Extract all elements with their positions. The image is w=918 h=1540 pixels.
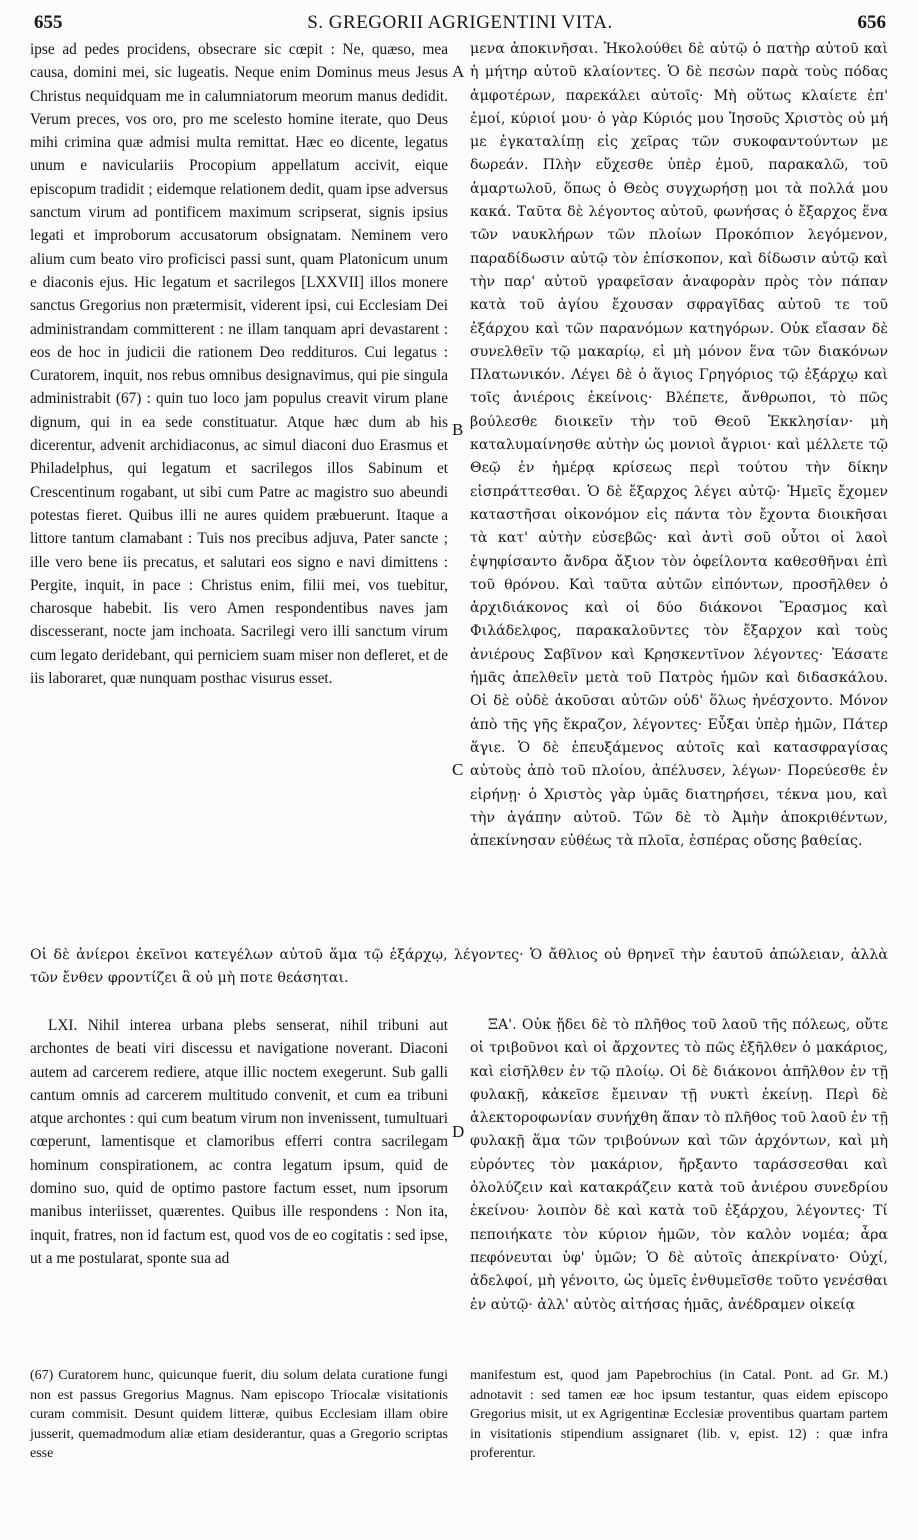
footnote-67-continued: manifestum est, quod jam Papebrochius (in Catal. Pont. ad Gr. M.) adnotavit : sed tamen eæ hoc ipsum testantur, quas eidem episcopo Gregorius misit, ut ex Agrigentinæ Ecclesiæ proventibus quartam partem in visitationis stipendium assignaret (lib. v, epist. 12) : quæ infra proferentur. [470,1368,888,1462]
page-number-left: 655 [34,12,63,33]
section-marker-b: B [452,420,464,439]
greek-column-upper [470,38,888,938]
latin-paragraph-lxi: LXI. Nihil interea urbana plebs senserat, nihil tribuni aut archontes de beati viri discessu et navigatione noverant. Diaconi autem ad carcerem rediere, atque illic noctem exegerunt. Sub galli cantum omnis ad carcerem multitudo convenit, et cum ea tribuni atque archontes : qui cum beatum virum non invenissent, tumultuari cœperunt, lamentisque et clamoribus efferri contra sacrilegam hominum conspirationem, ac contra legatum ipsum, quid de domino suo, quid de optimo pastore factum esset, num ipsorum manibus interiisset, quærentes. Quibus ille respondens : Non ita, inquit, fratres, non id factum est, quod vos de eo cogitatis : sed ipse, ut a me postularat, sponte sua ad [30,1017,448,1267]
footnote-67: (67) Curatorem hunc, quicunque fuerit, diu solum delata curatione fungi non est passus Gregorius Magnus. Nam episcopo Triocalæ visitationis curam commisit. Desunt quidem litteræ, quibus Ecclesiam illam obire jusserit, quemadmodum aliæ etiam desiderantur, quas a Gregorio scriptas esse [30,1368,448,1462]
greek-spanning-line: Οἱ δὲ ἀνίεροι ἐκεῖνοι κατεγέλων αὐτοῦ ἅμα τῷ ἐξάρχῳ, λέγοντες· Ὁ ἄθλιος οὐ θρηνεῖ τὴν ἑαυτοῦ ἀπώλειαν, ἀλλὰ τῶν ἔνθεν φροντίζει ἃ οὐ μὴ ποτε θεάσηται. [30,947,888,987]
greek-paragraph-xa: ΞΑ'. Οὐκ ᾔδει δὲ τὸ πλῆθος τοῦ λαοῦ τῆς πόλεως, οὔτε οἱ τριβοῦνοι καὶ οἱ ἄρχοντες τὸ πῶς ἐξῆλθεν ὁ μακάριος, καὶ εἰσῆλθεν ἐν τῷ πλοίῳ. Οἱ δὲ διάκονοι ἀπῆλθον ἐν τῇ φυλακῇ, κἀκεῖσε ἔμειναν τῇ νυκτὶ ἐκείνῃ. Περὶ δὲ ἀλεκτοροφωνίαν συνήχθη ἅπαν τὸ πλῆθος τοῦ λαοῦ ἐν τῇ φυλακῇ ἅμα τῶν τριβούνων καὶ τῶν ἀρχόντων, καὶ μὴ εὑρόντες τὸν μακάριον, ἤρξαντο ταράσσεσθαι καὶ ὀλολύζειν καὶ κατακράζειν κατὰ τοῦ ἀνιέρου συνεδρίου ἐκείνου· λοιπὸν δὲ καὶ κατὰ τοῦ ἐξάρχου, λέγοντες· Τί πεποιήκατε τὸν κύριον ἡμῶν, τὸν καλὸν νομέα; ἆρα πεφόνευται ὑφ' ὑμῶν; Ὁ δὲ αὐτοῖς ἀπεκρίνατο· Οὐχί, ἀδελφοί, μὴ γένοιτο, ὡς ὑμεῖς ἐνθυμεῖσθε τοῦτο γενέσθαι ἐν αὐτῷ· ἀλλ' αὐτὸς αἰτήσας ἡμᾶς, ἀνέδραμεν οἰκείᾳ [470,1017,888,1313]
greek-paragraph: μενα ἀποκινῆσαι. Ἠκολούθει δὲ αὐτῷ ὁ πατὴρ αὐτοῦ καὶ ἡ μήτηρ αὐτοῦ κλαίοντες. Ὁ δὲ πεσὼν παρὰ τοὺς πόδας ἀμφοτέρων, παρεκάλει αὐτοῖς· Μὴ οὕτως κλαίετε ἐπ' ἐμοί, κύριοί μου· ὁ γὰρ Κύριός μου Ἰησοῦς Χριστὸς οὐ μή με ἐγκαταλίπῃ εἰς χεῖρας τῶν συκοφαντούντων με δωρεάν. Πλὴν εὔχεσθε ὑπὲρ ἐμοῦ, παρακαλῶ, τοῦ ἁμαρτωλοῦ, ὅπως ὁ Θεὸς συγχωρήσῃ μοι τὰ πολλά μου κακά. Ταῦτα δὲ λέγοντος αὐτοῦ, φωνήσας ὁ ἔξαρχος ἕνα τῶν ναυκλήρων τῶν πλοίων Προκόπιον λεγόμενον, παραδίδωσιν αὐτῷ τὸν ἐπίσκοπον, καὶ δίδωσιν αὐτῷ καὶ τὴν παρ' αὐτοῦ γραφεῖσαν ἀναφορὰν πρὸς τὸν πάπαν κατὰ τοῦ ἁγίου ἔχουσαν σφραγῖδας αὐτοῦ τε τοῦ ἐξάρχου καὶ τῶν παρανόμων κατηγόρων. Οὐκ εἴασαν δὲ συνελθεῖν τῷ μακαρίῳ, εἰ μὴ μόνον ἕνα τῶν διακόνων Πλατωνικόν. Λέγει δὲ ὁ ἅγιος Γρηγόριος τῷ ἐξάρχῳ καὶ τοῖς ἀνιέροις ἐκείνοις· Βλέπετε, ἄνθρωποι, τὸ πῶς βούλεσθε διοικεῖν τὴν τοῦ Θεοῦ Ἐκκλησίαν· μὴ καταλυμαίνησθε αὐτὴν ὡς μονιοὶ ἄγριοι· καὶ μέλλετε τῷ Θεῷ ἐν ἡμέρᾳ κρίσεως περὶ τούτου τὴν δίκην εἰσπράττεσθαι. Ὁ δὲ ἔξαρχος λέγει αὐτῷ· Ἡμεῖς ἔχομεν καταστῆσαι οἰκονόμον εἰς πάντα τὸν ἔχοντα διοικῆσαι τὰ κατ' αὐτὴν εὐσεβῶς· καὶ ἀντὶ σοῦ οὗτοι οἱ λαοὶ ἐψηφίσαντο ἄνδρα ἄξιον τὸν ὀφείλοντα καθεσθῆναι ἐπὶ τοῦ θρόνου. Καὶ ταῦτα αὐτῶν εἰπόντων, προσῆλθεν ὁ ἀρχιδιάκονος καὶ οἱ δύο διάκονοι Ἔρασμος καὶ Φιλάδελφος, παρακαλοῦντες τὸν ἔξαρχον καὶ τοὺς ἀνιέρους Σαβῖνον καὶ Κρησκεντῖνον λέγοντες· Ἐάσατε ἡμᾶς ἀπελθεῖν μετὰ τοῦ Πατρὸς ἡμῶν καὶ διδασκάλου. Οἱ δὲ οὐδὲ ἀκοῦσαι αὐτῶν οὐδ' ὅλως ἠνέσχοντο. Μόνον ἀπὸ τῆς γῆς ἔκραζον, λέγοντες· Εὖξαι ὑπὲρ ἡμῶν, Πάτερ ἅγιε. Ὁ δὲ ἐπευξάμενος αὐτοῖς καὶ κατασφραγίσας αὐτοὺς ἀπὸ τοῦ πλοίου, ἀπέλυσεν, λέγων· Πορεύεσθε ἐν εἰρήνῃ· ὁ Χριστὸς γὰρ ὑμᾶς διατηρήσει, τέκνα μου, καὶ τὴν ἀγάπην αὐτοῦ. Τῶν δὲ τὸ Ἀμὴν ἀποκριθέντων, ἀπεκίνησαν εὐθέως τὰ πλοῖα, ἑσπέρας οὔσης βαθείας. [470,41,888,850]
greek-column-lower [470,1014,888,1313]
footnote-left [30,1352,448,1478]
page-number-right: 656 [857,12,886,33]
footnote-right [470,1352,888,1478]
latin-paragraph: ipse ad pedes procidens, obsecrare sic cœpit : Ne, quæso, mea causa, domini mei, sic lugeatis. Neque enim Dominus meus Jesus Christus nequidquam me in calumniatorum meorum manus dedidit. Verum preces, vos oro, pro me scelesto homine iterate, quo Deus mihi crimina quæ admisi multa remittat. Hæc eo dicente, legatus unum e naviculariis Procopium appellatum accivit, eique episcopum tradidit ; eidemque relationem dedit, quam ipse adversus sanctum virum ad pontificem maximum scripserat, signis ipsius legati et improborum accusatorum obsignatam. Neminem vero alium cum beato viro proficisci passi sunt, quam Platonicum unum e diaconis ejus. Hic legatum et sacrilegos [LXXVII] illos monere sanctus Gregorius non prætermisit, viderent ipsi, cui Ecclesiam Dei administrandam committerent : ne illam tanquam apri devastarent : eos de hoc in judicii die rationem Deo reddituros. Cui legatus : Curatorem, inquit, nos rebus omnibus designavimus, qui pie singula administrabit (67) : quin tuo loco jam populus creavit virum plane dignum, qui in ea sede constituatur. Atque hæc dum ab his dicerentur, advenit archidiaconus, ac simul diaconi duo Erasmus et Philadelphus, qui legatum et sacrilegos illos Sabinum et Crescentinum rogabant, ut sibi cum Patre ac magistro suo abeundi potestas fieret. Quibus illi ne aures quidem præbuerunt. Itaque a littore tantum clamabant : Tuis nos precibus adjuva, Pater sancte ; ille vero bene iis precatus, et salutari eos signo e navi dimittens : Pergite, inquit, in pace : Christus enim, filii mei, vos tuebitur, charosque habebit. Iis vero Amen respondentibus naves jam discesserant, nocte jam inchoata. Sacrilegi vero illi sanctum virum cum legato deridebant, qui perniciem suam miser non defleret, et de iis laboraret, quæ nunquam posthac visurus esset. [30,41,448,688]
running-title: S. GREGORII AGRIGENTINI VITA. [307,12,613,33]
section-marker-c: C [452,760,464,779]
section-marker-a: A [452,62,465,81]
page-header [30,8,890,38]
section-marker-d: D [452,1122,465,1141]
latin-column-lower [30,1014,448,1294]
latin-column-upper [30,38,448,938]
